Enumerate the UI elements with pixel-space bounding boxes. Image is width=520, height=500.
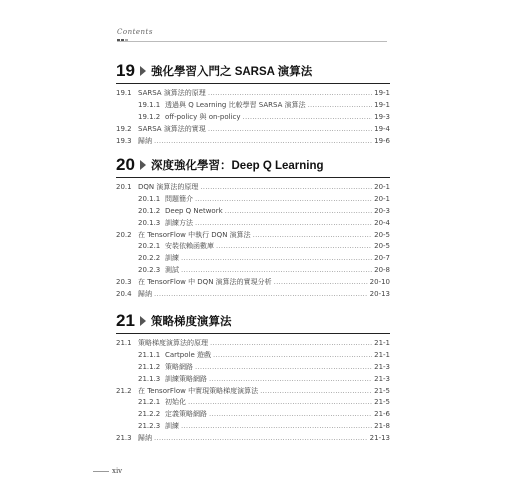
dot-leader bbox=[308, 100, 372, 112]
section-title: 訓練方法 bbox=[165, 218, 193, 227]
toc-entry[interactable] bbox=[116, 374, 390, 386]
toc-entry[interactable] bbox=[116, 88, 390, 100]
triangle-marker-icon bbox=[140, 160, 146, 170]
section-number: 21.1.1 bbox=[138, 350, 161, 359]
dot-leader bbox=[154, 289, 368, 301]
toc-entry[interactable] bbox=[116, 362, 390, 374]
section-number: 21.2.2 bbox=[138, 410, 161, 419]
section-number: 21.1.2 bbox=[138, 362, 161, 371]
section-title: SARSA 演算法的原理 bbox=[138, 89, 206, 97]
page-ref: 19-3 bbox=[374, 112, 390, 121]
section-number: 19.1.1 bbox=[138, 100, 161, 109]
toc-entry[interactable] bbox=[116, 100, 390, 112]
toc-entry[interactable] bbox=[116, 421, 390, 433]
chapter-number: 21 bbox=[116, 311, 135, 330]
toc-entry[interactable] bbox=[116, 241, 390, 253]
section-title: 歸納 bbox=[138, 290, 152, 299]
toc-entry[interactable] bbox=[116, 289, 390, 301]
dot-leader bbox=[195, 218, 372, 230]
toc-entry[interactable] bbox=[116, 338, 390, 350]
section-number: 21.1 bbox=[116, 339, 132, 347]
section-title: 問題簡介 bbox=[165, 194, 193, 203]
toc-entry[interactable] bbox=[116, 218, 390, 230]
page-ref: 19-6 bbox=[374, 136, 390, 145]
dot-leader bbox=[208, 124, 372, 136]
chapter-title: 策略梯度演算法 bbox=[151, 316, 232, 328]
chapter-rule bbox=[116, 83, 390, 84]
page-ref: 21-5 bbox=[374, 398, 390, 407]
section-number: 20.1.1 bbox=[138, 194, 161, 203]
section-number: 20.1.3 bbox=[138, 218, 161, 227]
toc-entry[interactable] bbox=[116, 136, 390, 148]
triangle-marker-icon bbox=[140, 66, 146, 76]
footer-rule bbox=[93, 471, 109, 472]
dot-leader bbox=[188, 397, 372, 409]
section-title: 訓練策略網路 bbox=[165, 374, 207, 383]
page-ref: 21-13 bbox=[369, 434, 390, 443]
page-ref: 20-10 bbox=[369, 278, 390, 287]
section-title: 透過與 Q Learning 比較學習 SARSA 演算法 bbox=[165, 100, 306, 109]
page-ref: 21-3 bbox=[374, 374, 390, 383]
chapter-title: 強化學習入門之 SARSA 演算法 bbox=[151, 66, 313, 78]
section-title: 訓練 bbox=[165, 422, 179, 431]
toc-entry[interactable] bbox=[116, 397, 390, 409]
dot-leader bbox=[253, 230, 372, 242]
section-title: 歸納 bbox=[138, 434, 152, 443]
page-ref: 19-4 bbox=[374, 124, 390, 133]
header-rule bbox=[117, 41, 387, 42]
toc-entry[interactable] bbox=[116, 182, 390, 194]
section-title: 策略網路 bbox=[165, 362, 193, 371]
section-title: 初始化 bbox=[165, 398, 186, 407]
section-title: SARSA 演算法的實現 bbox=[138, 124, 206, 133]
chapter-number: 19 bbox=[116, 61, 135, 80]
page-ref: 20-5 bbox=[374, 230, 390, 239]
section-title: Deep Q Network bbox=[165, 206, 223, 215]
section-number: 21.2.3 bbox=[138, 422, 161, 431]
dot-leader bbox=[181, 265, 372, 277]
dot-leader bbox=[181, 421, 372, 433]
section-number: 21.2.1 bbox=[138, 398, 161, 407]
section-number: 19.2 bbox=[116, 124, 132, 133]
section-title: DQN 演算法的原理 bbox=[138, 183, 199, 191]
page-ref: 21-5 bbox=[374, 386, 390, 395]
dot-leader bbox=[195, 362, 372, 374]
section-title: 在 TensorFlow 中 DQN 演算法的實現分析 bbox=[138, 278, 272, 287]
chapter-rule bbox=[116, 333, 390, 334]
page-ref: 21-1 bbox=[374, 350, 390, 359]
toc-entry[interactable] bbox=[116, 409, 390, 421]
toc-entry[interactable] bbox=[116, 230, 390, 242]
section-number: 20.4 bbox=[116, 290, 132, 299]
section-number: 20.2.3 bbox=[138, 266, 161, 275]
section-title: 在 TensorFlow 中執行 DQN 演算法 bbox=[138, 230, 251, 239]
page-ref: 21-8 bbox=[374, 422, 390, 431]
section-number: 20.1.2 bbox=[138, 206, 161, 215]
dot-leader bbox=[154, 433, 368, 445]
page-ref: 20-7 bbox=[374, 254, 390, 263]
dot-leader bbox=[154, 136, 372, 148]
page-ref: 20-4 bbox=[374, 218, 390, 227]
page-ref: 21-1 bbox=[374, 339, 390, 347]
section-title: off-policy 與 on-policy bbox=[165, 112, 241, 121]
section-number: 19.1.2 bbox=[138, 112, 161, 121]
chapter-heading bbox=[116, 310, 390, 332]
chapter-19 bbox=[116, 60, 390, 147]
section-title: 訓練 bbox=[165, 254, 179, 263]
toc-entry[interactable] bbox=[116, 265, 390, 277]
page-ref: 20-8 bbox=[374, 266, 390, 275]
section-title: 策略梯度演算法的原理 bbox=[138, 339, 208, 347]
page-ref: 20-3 bbox=[374, 206, 390, 215]
toc-entry[interactable] bbox=[116, 386, 390, 398]
section-number: 21.2 bbox=[116, 386, 132, 395]
triangle-marker-icon bbox=[140, 316, 146, 326]
section-title: 定義策略網路 bbox=[165, 410, 207, 419]
dot-leader bbox=[181, 253, 372, 265]
dot-leader bbox=[260, 386, 372, 398]
section-title: 測試 bbox=[165, 266, 179, 275]
dot-leader bbox=[213, 350, 372, 362]
section-title: 安裝依賴函數庫 bbox=[165, 242, 214, 251]
header-title: Contents bbox=[117, 28, 153, 36]
section-title: 在 TensorFlow 中實現策略梯度演算法 bbox=[138, 386, 259, 395]
dot-leader bbox=[209, 374, 372, 386]
toc-entry[interactable] bbox=[116, 350, 390, 362]
page-ref: 20-5 bbox=[374, 242, 390, 251]
page-ref: 19-1 bbox=[374, 100, 390, 109]
page-ref: 20-13 bbox=[369, 290, 390, 299]
page-ref: 19-1 bbox=[374, 89, 390, 97]
section-number: 21.1.3 bbox=[138, 374, 161, 383]
section-number: 20.1 bbox=[116, 183, 132, 191]
dot-leader bbox=[209, 409, 372, 421]
section-title: 歸納 bbox=[138, 136, 152, 145]
page-footer bbox=[93, 467, 122, 475]
toc-entry[interactable] bbox=[116, 206, 390, 218]
dot-leader bbox=[200, 182, 372, 194]
page-ref: 21-3 bbox=[374, 362, 390, 371]
section-number: 19.3 bbox=[116, 136, 132, 145]
chapter-heading bbox=[116, 154, 390, 176]
dot-leader bbox=[243, 112, 373, 124]
toc-entry[interactable] bbox=[116, 277, 390, 289]
chapter-21 bbox=[116, 310, 390, 445]
page-ref: 21-6 bbox=[374, 410, 390, 419]
dot-leader bbox=[225, 206, 372, 218]
section-number: 19.1 bbox=[116, 89, 132, 97]
section-number: 20.2.2 bbox=[138, 254, 161, 263]
toc-entry[interactable] bbox=[116, 433, 390, 445]
page-ref: 20-1 bbox=[374, 183, 390, 191]
toc-entry[interactable] bbox=[116, 253, 390, 265]
running-header bbox=[117, 28, 387, 36]
dot-leader bbox=[210, 338, 372, 350]
dot-leader bbox=[195, 194, 372, 206]
toc-entry[interactable] bbox=[116, 194, 390, 206]
section-number: 21.3 bbox=[116, 434, 132, 443]
chapter-title: 深度強化學習：Deep Q Learning bbox=[151, 160, 324, 172]
page-number: xiv bbox=[112, 467, 123, 475]
toc-entry[interactable] bbox=[116, 112, 390, 124]
chapter-rule bbox=[116, 177, 390, 178]
toc-entry[interactable] bbox=[116, 124, 390, 136]
chapter-number: 20 bbox=[116, 155, 135, 174]
dot-leader bbox=[216, 241, 372, 253]
section-number: 20.2 bbox=[116, 230, 132, 239]
section-title: Cartpole 遊戲 bbox=[165, 350, 212, 359]
section-number: 20.3 bbox=[116, 278, 132, 287]
chapter-20 bbox=[116, 154, 390, 301]
page-ref: 20-1 bbox=[374, 194, 390, 203]
chapter-heading bbox=[116, 60, 390, 82]
section-number: 20.2.1 bbox=[138, 242, 161, 251]
dot-leader bbox=[274, 277, 368, 289]
dot-leader bbox=[208, 88, 372, 100]
